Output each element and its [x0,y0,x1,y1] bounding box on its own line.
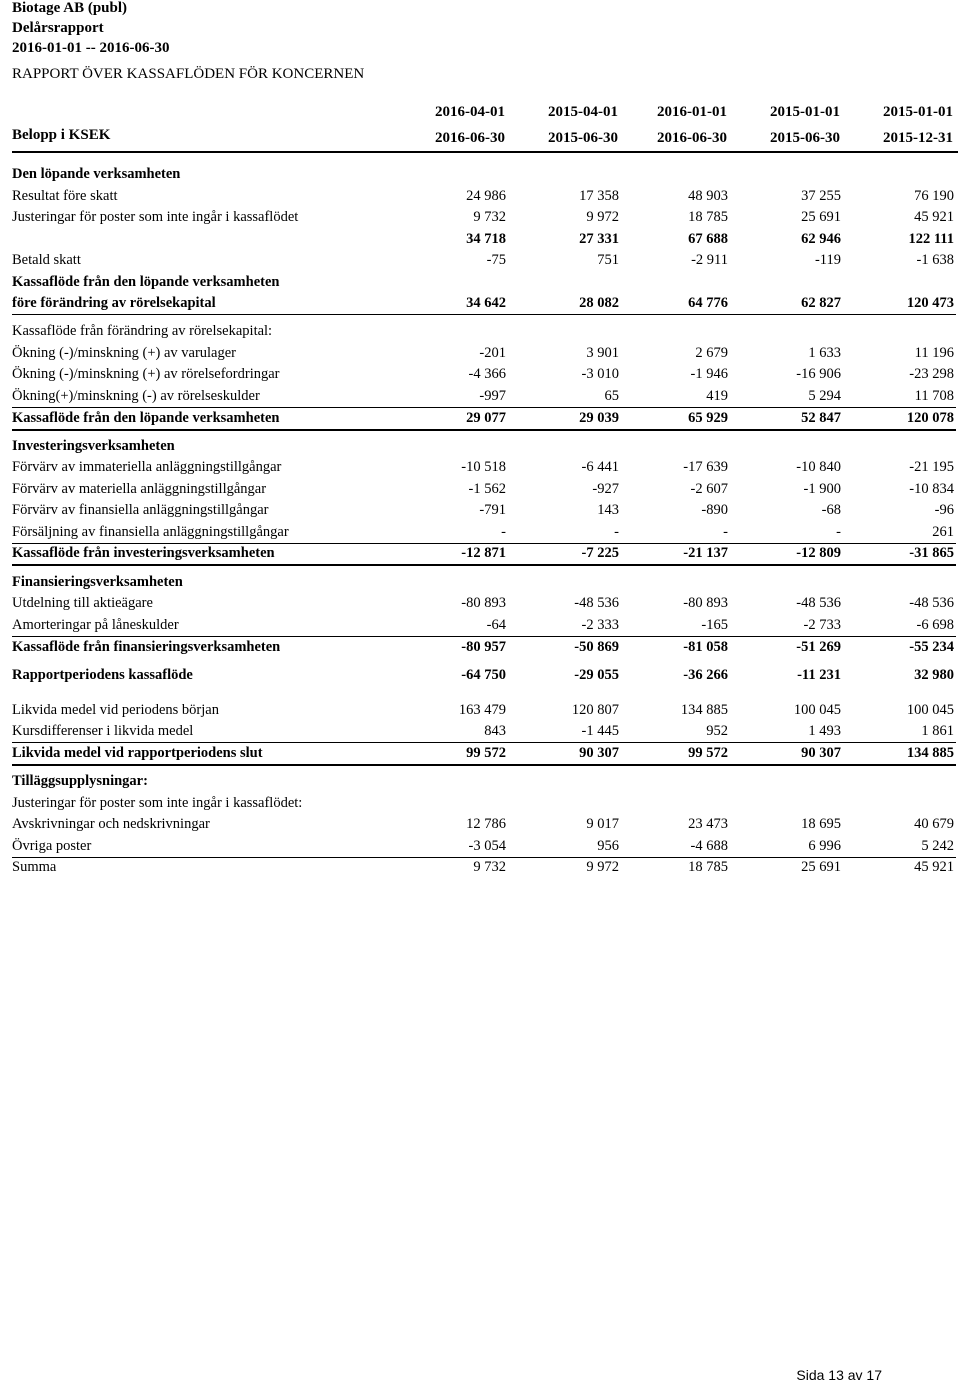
table-row [12,207,956,228]
row-value-col0: 99 572 [466,745,506,761]
row-value-col4: 134 885 [906,745,954,761]
row-value-col0: -64 [486,617,506,633]
row-value-col4: 1 861 [921,723,954,739]
table-row [12,615,956,637]
row-label: Kassaflöde från den löpande verksamheten [12,274,280,290]
row-value-col3: 52 847 [801,410,841,426]
table-row [12,386,956,408]
row-value-col0: -997 [479,388,506,404]
row-value-col4: -31 865 [909,545,954,561]
row-label: Kassaflöde från finansieringsverksamheten [12,639,281,655]
unit-label: Belopp i KSEK [12,127,111,143]
header-rule [12,151,958,153]
table-row [12,593,956,614]
row-value-col3: 100 045 [793,702,841,718]
col-to-3: 2015-06-30 [770,130,840,146]
row-value-col4: 40 679 [914,816,954,832]
row-label: Förvärv av immateriella anläggningstillgångar [12,459,282,475]
row-value-col3: - [836,524,841,540]
row-label: Kassaflöde från investeringsverksamheten [12,545,275,561]
row-value-col0: 9 732 [473,209,506,225]
row-value-col2: -21 137 [683,545,728,561]
row-value-col0: 34 718 [466,231,506,247]
row-value-col1: -6 441 [581,459,619,475]
row-value-col0: 843 [484,723,506,739]
table-row [12,408,956,431]
row-value-col4: 32 980 [914,667,954,683]
row-value-col1: 65 [604,388,619,404]
row-value-col3: 25 691 [801,859,841,875]
col-to-2: 2016-06-30 [657,130,727,146]
row-value-col4: -23 298 [909,366,954,382]
row-value-col3: 5 294 [808,388,841,404]
table-row [12,637,956,658]
row-value-col0: 24 986 [466,188,506,204]
row-label: Förvärv av finansiella anläggningstillgångar [12,502,269,518]
row-value-col3: -48 536 [796,595,841,611]
row-value-col1: -7 225 [581,545,619,561]
row-label: Kursdifferenser i likvida medel [12,723,194,739]
row-value-col4: 120 078 [906,410,954,426]
col-from-0: 2016-04-01 [435,104,505,120]
table-row [12,543,956,566]
row-value-col0: - [501,524,506,540]
row-label: Ökning(+)/minskning (-) av rörelseskulder [12,388,260,404]
row-label: Rapportperiodens kassaflöde [12,667,193,683]
row-value-col0: -791 [479,502,506,518]
row-value-col4: 100 045 [906,702,954,718]
row-value-col4: -96 [934,502,954,518]
row-value-col1: 17 358 [579,188,619,204]
row-value-col0: 163 479 [458,702,506,718]
row-label: Övriga poster [12,838,92,854]
table-row [12,343,956,364]
row-value-col0: 34 642 [466,295,506,311]
row-label: Resultat före skatt [12,188,118,204]
row-value-col1: 29 039 [579,410,619,426]
row-value-col2: -2 607 [690,481,728,497]
row-value-col3: 62 946 [801,231,841,247]
row-value-col4: -55 234 [909,639,954,655]
row-label: Betald skatt [12,252,81,268]
row-label: Ökning (-)/minskning (+) av rörelsefordringar [12,366,280,382]
row-value-col1: 3 901 [586,345,619,361]
row-value-col1: 90 307 [579,745,619,761]
row-value-col3: 18 695 [801,816,841,832]
row-value-col4: 76 190 [914,188,954,204]
row-value-col2: -4 688 [690,838,728,854]
row-label: Investeringsverksamheten [12,438,175,454]
col-from-1: 2015-04-01 [548,104,618,120]
row-value-col0: -4 366 [468,366,506,382]
table-row [12,836,956,858]
row-value-col2: 67 688 [688,231,728,247]
row-value-col1: 9 972 [586,209,619,225]
row-label: Justeringar för poster som inte ingår i kassaflödet [12,209,299,225]
table-row [12,700,956,721]
row-value-col2: -36 266 [683,667,728,683]
row-value-col1: 27 331 [579,231,619,247]
row-value-col2: 23 473 [688,816,728,832]
row-value-col2: 18 785 [688,209,728,225]
row-value-col4: 11 196 [914,345,954,361]
row-value-col2: 134 885 [680,702,728,718]
table-row [12,857,956,878]
row-value-col4: -1 638 [916,252,954,268]
row-label: Justeringar för poster som inte ingår i kassaflödet: [12,795,303,811]
row-value-col1: -50 869 [574,639,619,655]
row-label: Finansieringsverksamheten [12,574,183,590]
row-value-col4: 45 921 [914,209,954,225]
row-value-col2: -17 639 [683,459,728,475]
row-label: Kassaflöde från förändring av rörelsekapital: [12,323,273,339]
col-to-0: 2016-06-30 [435,130,505,146]
row-value-col2: 18 785 [688,859,728,875]
page-number: Sida 13 av 17 [796,1367,882,1383]
row-value-col0: -80 893 [461,595,506,611]
row-value-col3: -11 231 [797,667,841,683]
row-value-col0: 12 786 [466,816,506,832]
row-value-col0: -10 518 [461,459,506,475]
row-value-col1: -48 536 [574,595,619,611]
row-value-col4: -10 834 [909,481,954,497]
row-value-col2: -165 [701,617,728,633]
row-value-col2: 99 572 [688,745,728,761]
row-value-col4: -21 195 [909,459,954,475]
row-value-col3: -10 840 [796,459,841,475]
row-value-col3: -12 809 [796,545,841,561]
row-value-col1: 28 082 [579,295,619,311]
row-value-col3: -68 [821,502,841,518]
row-value-col1: - [614,524,619,540]
statement-title: RAPPORT ÖVER KASSAFLÖDEN FÖR KONCERNEN [12,66,365,82]
row-value-col2: -890 [701,502,728,518]
row-value-col3: 1 633 [808,345,841,361]
row-value-col0: -201 [479,345,506,361]
row-label: Ökning (-)/minskning (+) av varulager [12,345,237,361]
table-row [12,743,956,766]
row-value-col4: 122 111 [908,231,954,247]
row-value-col0: -1 562 [468,481,506,497]
row-label: Förvärv av materiella anläggningstillgångar [12,481,267,497]
row-value-col3: -1 900 [803,481,841,497]
row-label: Den löpande verksamheten [12,166,181,182]
row-label: Försäljning av finansiella anläggningstillgångar [12,524,289,540]
row-value-col0: -12 871 [461,545,506,561]
table-row [12,771,956,792]
col-from-2: 2016-01-01 [657,104,727,120]
row-value-col4: 5 242 [921,838,954,854]
report-period: 2016-01-01 -- 2016-06-30 [12,40,170,56]
row-value-col3: 25 691 [801,209,841,225]
row-value-col1: 956 [597,838,619,854]
table-row [12,814,956,835]
row-value-col1: -3 010 [581,366,619,382]
table-row [12,436,956,457]
row-label: före förändring av rörelsekapital [12,295,216,311]
table-row [12,164,956,185]
row-value-col2: -2 911 [691,252,728,268]
row-value-col2: 65 929 [688,410,728,426]
row-value-col2: 952 [706,723,728,739]
row-value-col3: 37 255 [801,188,841,204]
row-label: Likvida medel vid rapportperiodens slut [12,745,263,761]
row-value-col3: -51 269 [796,639,841,655]
report-type: Delårsrapport [12,20,104,36]
col-from-4: 2015-01-01 [883,104,953,120]
col-to-4: 2015-12-31 [883,130,953,146]
row-value-col0: -3 054 [468,838,506,854]
row-value-col2: -1 946 [690,366,728,382]
row-value-col1: -2 333 [581,617,619,633]
row-value-col1: 143 [597,502,619,518]
table-row [12,364,956,385]
row-value-col3: 62 827 [801,295,841,311]
table-row [12,272,956,293]
row-value-col0: -64 750 [461,667,506,683]
row-label: Utdelning till aktieägare [12,595,153,611]
table-row [12,793,956,814]
row-value-col1: 9 972 [586,859,619,875]
row-label: Tilläggsupplysningar: [12,773,148,789]
col-from-3: 2015-01-01 [770,104,840,120]
row-label: Amorteringar på låneskulder [12,617,179,633]
row-value-col4: 120 473 [906,295,954,311]
row-value-col0: -80 957 [461,639,506,655]
table-row [12,479,956,500]
row-value-col0: -75 [486,252,506,268]
row-label: Summa [12,859,57,875]
row-label: Avskrivningar och nedskrivningar [12,816,210,832]
table-row [12,250,956,271]
row-value-col2: 48 903 [688,188,728,204]
row-value-col1: -1 445 [581,723,619,739]
row-value-col4: 45 921 [914,859,954,875]
table-row [12,457,956,478]
table-row [12,572,956,593]
row-value-col4: -48 536 [909,595,954,611]
row-value-col3: -119 [814,252,841,268]
row-value-col3: 1 493 [808,723,841,739]
row-value-col2: 2 679 [695,345,728,361]
row-label: Likvida medel vid periodens början [12,702,219,718]
row-value-col0: 29 077 [466,410,506,426]
table-row [12,186,956,207]
row-value-col3: -16 906 [796,366,841,382]
row-label: Kassaflöde från den löpande verksamheten [12,410,280,426]
row-value-col0: 9 732 [473,859,506,875]
table-row [12,321,956,342]
row-value-col3: 90 307 [801,745,841,761]
row-value-col1: -29 055 [574,667,619,683]
row-value-col3: 6 996 [808,838,841,854]
row-value-col2: -80 893 [683,595,728,611]
row-value-col1: 9 017 [586,816,619,832]
row-value-col4: 261 [932,524,954,540]
table-row [12,665,956,686]
row-value-col2: -81 058 [683,639,728,655]
col-to-1: 2015-06-30 [548,130,618,146]
row-value-col4: 11 708 [914,388,954,404]
table-row [12,721,956,743]
row-value-col1: 751 [597,252,619,268]
table-row [12,500,956,521]
row-value-col2: 64 776 [688,295,728,311]
row-value-col2: - [723,524,728,540]
row-value-col2: 419 [706,388,728,404]
row-value-col1: 120 807 [571,702,619,718]
table-row [12,293,956,315]
table-row [12,229,956,250]
table-row [12,522,956,544]
row-value-col4: -6 698 [916,617,954,633]
company-name: Biotage AB (publ) [12,0,128,16]
row-value-col3: -2 733 [803,617,841,633]
row-value-col1: -927 [592,481,619,497]
